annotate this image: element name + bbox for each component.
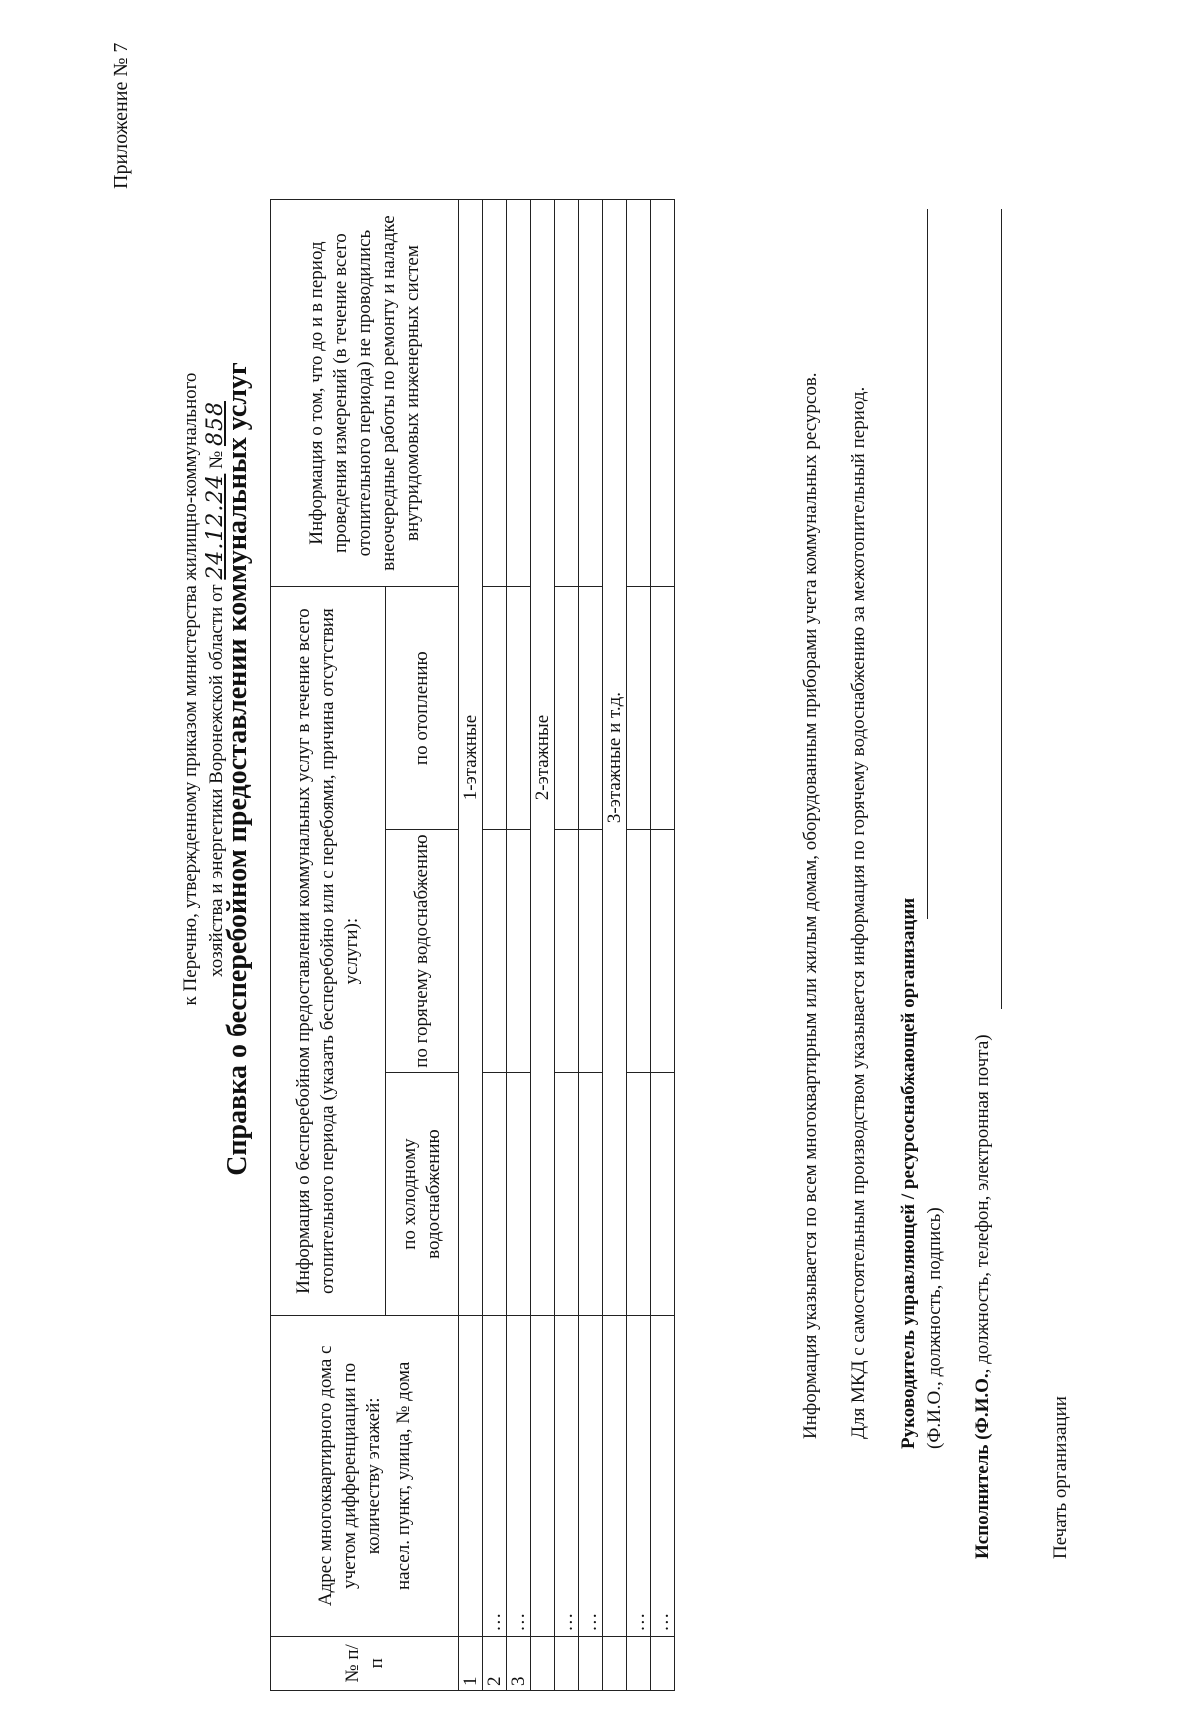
cell-hot	[507, 830, 531, 1073]
approval-number-label: №	[206, 450, 227, 469]
table-row	[459, 200, 483, 1691]
table-row	[483, 200, 507, 1691]
services-table	[270, 199, 675, 1691]
cell-hot	[555, 830, 579, 1073]
cell-heat	[483, 587, 507, 830]
cell-hot	[579, 830, 603, 1073]
cell-heat	[627, 587, 651, 830]
table-row	[555, 200, 579, 1691]
group-label: 2-этажные	[531, 200, 555, 1316]
executor-label-rest: , должность, телефон, электронная почта)	[972, 1034, 993, 1374]
header-address	[271, 1316, 459, 1637]
cell-info	[651, 200, 675, 587]
approval-date: 24.12.24	[203, 473, 228, 580]
row-address: …	[651, 1316, 675, 1637]
cell-hot	[483, 830, 507, 1073]
document-title: Справка о бесперебойном предоставлении коммунальных услуг	[222, 362, 253, 1176]
row-address: …	[555, 1316, 579, 1637]
header-heat: по отоплению	[386, 587, 459, 830]
cell-hot	[651, 830, 675, 1073]
approval-line-2-prefix: хозяйства и энергетики Воронежской области от	[206, 584, 227, 977]
cell-heat	[579, 587, 603, 830]
table-row	[627, 200, 651, 1691]
cell-cold	[483, 1073, 507, 1316]
row-address: …	[627, 1316, 651, 1637]
cell-info	[555, 200, 579, 587]
note-self-production: Для МКД с самостоятельным производством указывается информация по горячему водоснабжению за межотопительный период.	[848, 386, 869, 1439]
cell-info	[483, 200, 507, 587]
cell-cold	[627, 1073, 651, 1316]
cell-hot	[627, 830, 651, 1073]
header-hot: по горячему водоснабжению	[386, 830, 459, 1073]
row-num: 1	[459, 1636, 483, 1690]
cell-cold	[555, 1073, 579, 1316]
head-signature-label: Руководитель управляющей / ресурсоснабжающей организации	[898, 897, 919, 1449]
row-num: 3	[507, 1636, 531, 1690]
header-address-main: Адрес многоквартирного дома с учетом дифференциации по количеству этажей:	[314, 1345, 384, 1607]
table-group-row	[531, 200, 555, 1691]
row-address	[459, 1316, 483, 1637]
cell-info	[507, 200, 531, 587]
cell-heat	[507, 587, 531, 830]
table-group-row	[603, 200, 627, 1691]
row-num	[579, 1636, 603, 1690]
table-row	[651, 200, 675, 1691]
cell-cold	[651, 1073, 675, 1316]
row-num	[555, 1636, 579, 1690]
group-label: 1-этажные	[459, 200, 483, 1316]
row-address: …	[579, 1316, 603, 1637]
row-num	[651, 1636, 675, 1690]
header-address-sub: насел. пункт, улица, № дома	[392, 1361, 414, 1590]
table-row	[579, 200, 603, 1691]
row-address: …	[507, 1316, 531, 1637]
head-signature-line	[926, 209, 928, 919]
header-info: Информация о том, что до и в период проведения измерений (в течение всего отопительного периода) не проводились внеочередные работы по ремонту и наладке внутридомовых инженерных систем	[271, 200, 459, 587]
header-cold: по холодному водоснабжению	[386, 1073, 459, 1316]
header-num: № п/п	[271, 1636, 459, 1690]
executor-label-bold: Исполнитель (Ф.И.О.	[972, 1373, 993, 1559]
cell-info	[627, 200, 651, 587]
organization-stamp-label: Печать организации	[1050, 1396, 1071, 1559]
executor-signature-line	[1000, 209, 1002, 1009]
head-signature-hint: (Ф.И.О., должность, подпись)	[924, 1207, 945, 1449]
cell-heat	[651, 587, 675, 830]
appendix-label: Приложение № 7	[110, 42, 132, 189]
note-metering: Информация указывается по всем многоквартирным или жилым домам, оборудованным приборами учета коммунальных ресурсов.	[800, 372, 821, 1439]
header-services: Информация о бесперебойном предоставлении коммунальных услуг в течение всего отопительного периода (указать бесперебойно или с перебоями, причина отсутствия услуги):	[271, 587, 386, 1316]
table-header-row-1	[271, 200, 386, 1691]
group-label: 3-этажные и т.д.	[603, 200, 627, 1316]
row-num	[627, 1636, 651, 1690]
cell-cold	[579, 1073, 603, 1316]
approval-number: 858	[203, 401, 228, 447]
approval-line-1: к Перечню, утвержденному приказом министерства жилищно-коммунального	[180, 372, 201, 1006]
executor-label	[972, 1034, 994, 1559]
cell-info	[579, 200, 603, 587]
cell-heat	[555, 587, 579, 830]
row-address: …	[483, 1316, 507, 1637]
row-num: 2	[483, 1636, 507, 1690]
table-row	[507, 200, 531, 1691]
cell-cold	[507, 1073, 531, 1316]
